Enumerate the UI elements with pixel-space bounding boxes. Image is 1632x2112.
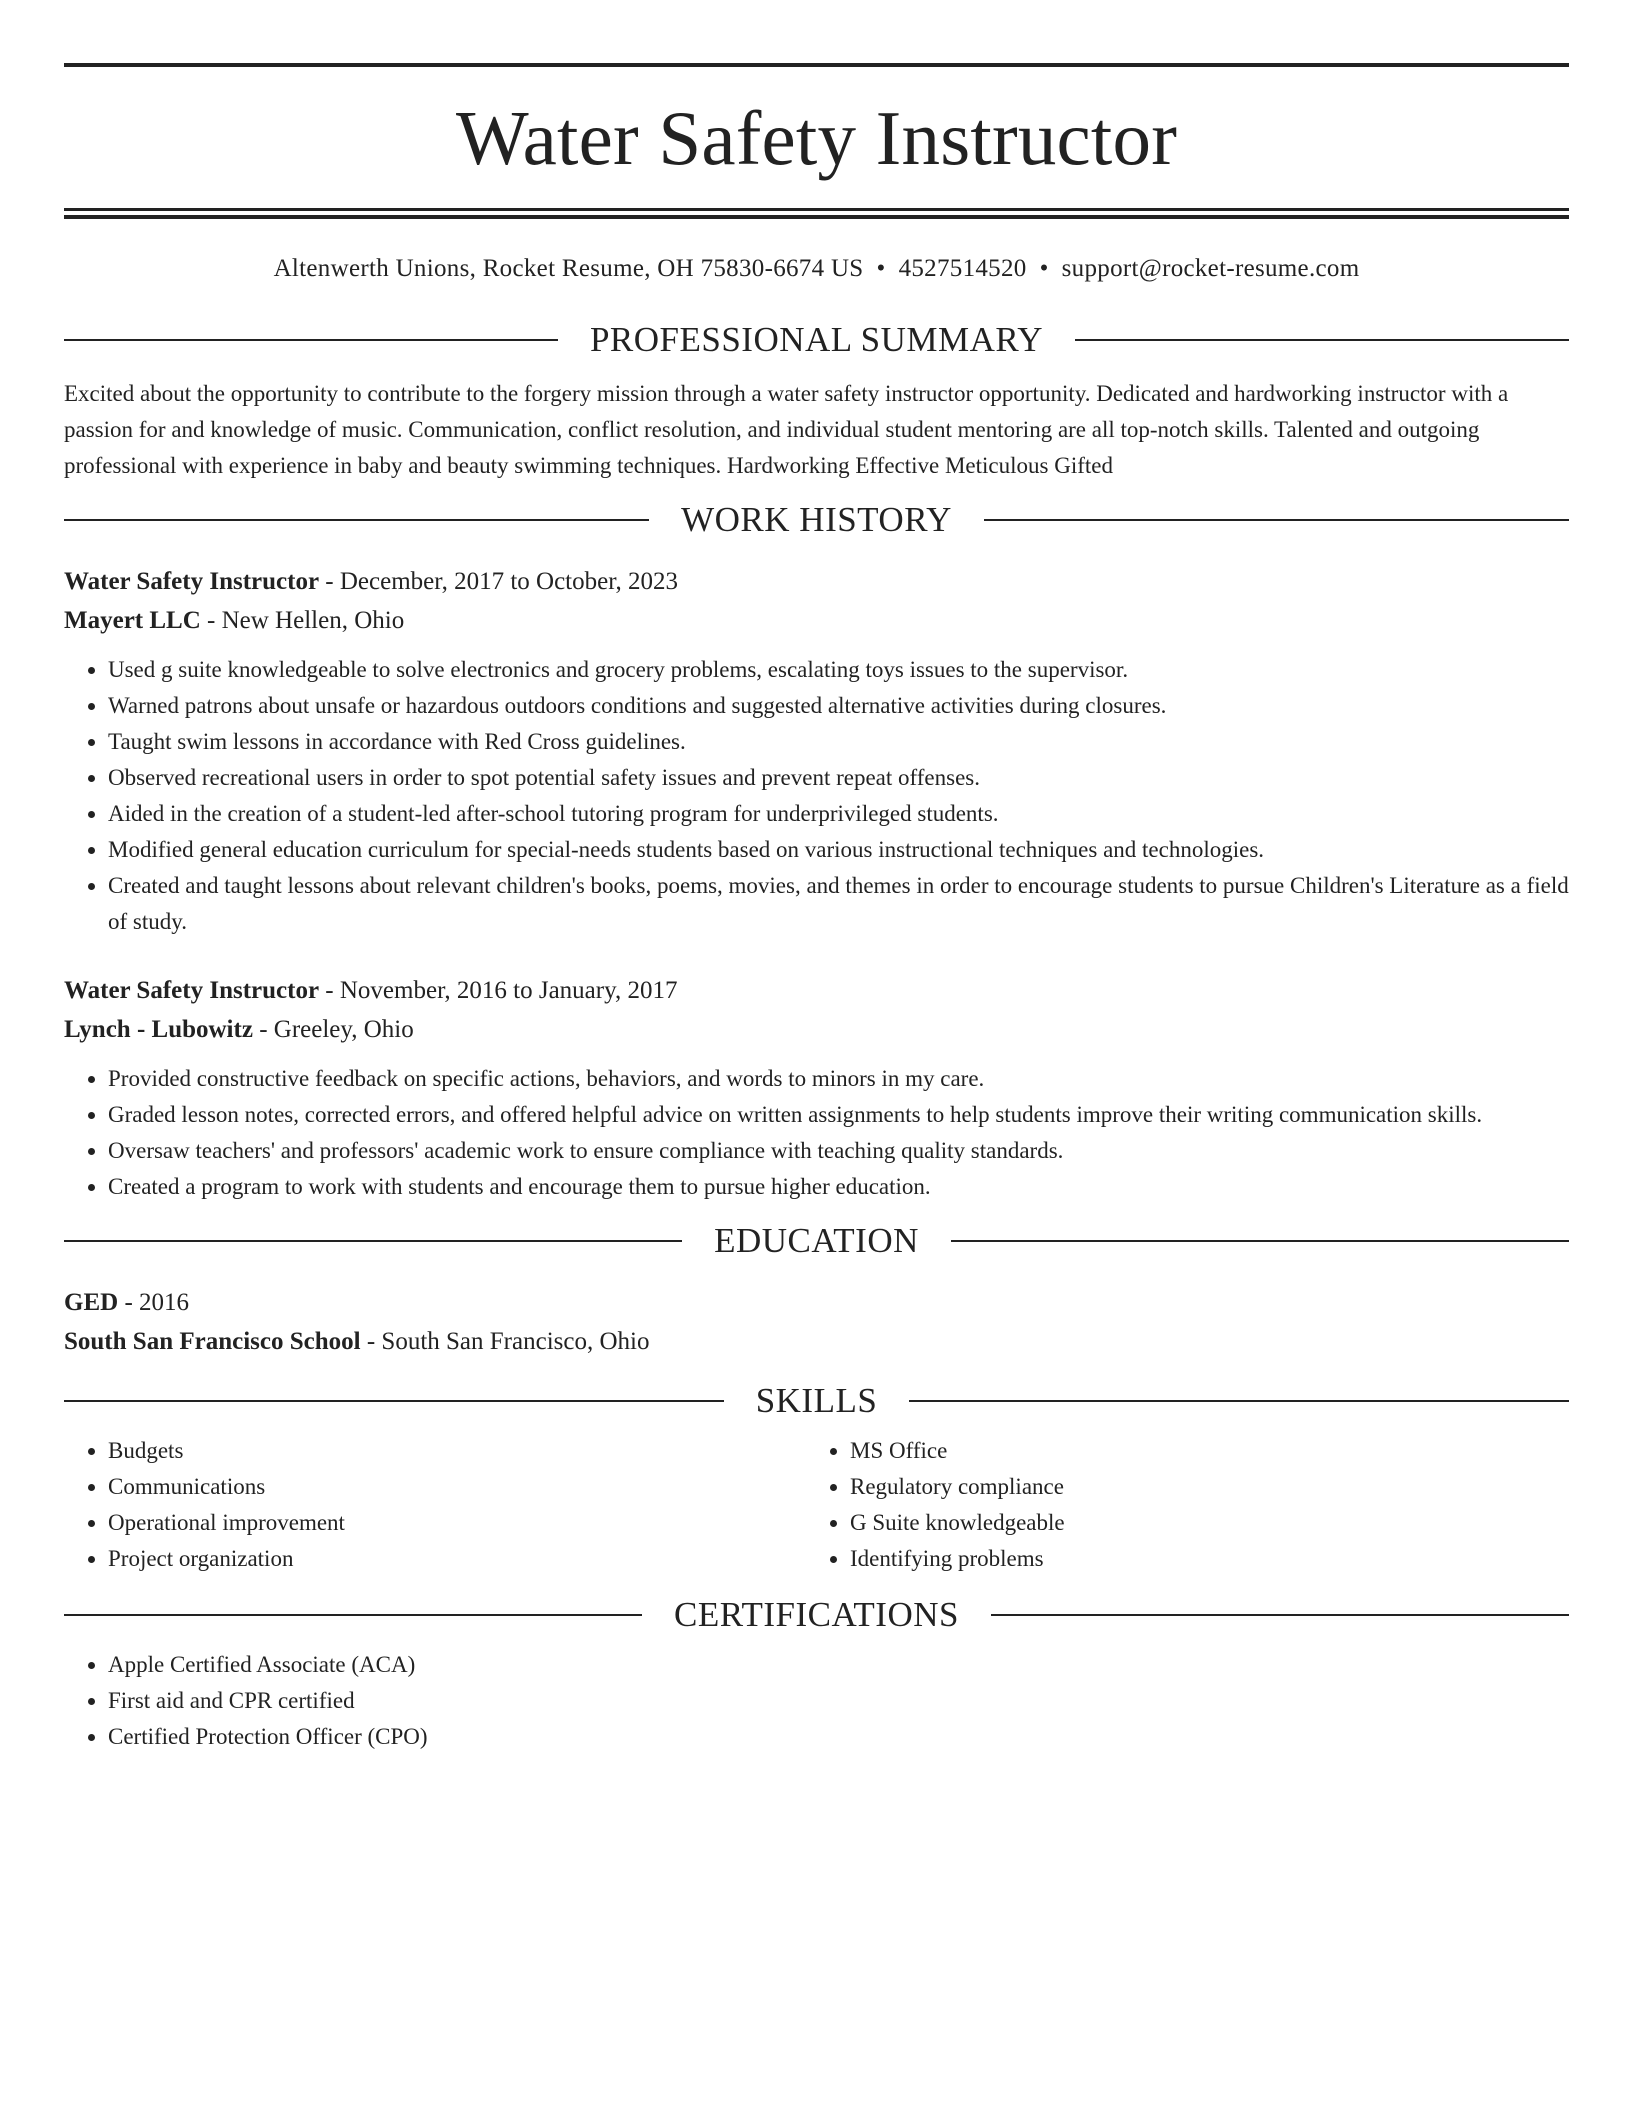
heading-rule-left: [64, 1614, 642, 1616]
list-item: • Created a program to work with students and encourage them to pursue higher education.: [108, 1169, 1569, 1205]
list-item: • G Suite knowledgeable: [850, 1505, 1548, 1541]
page-title: Water Safety Instructor: [455, 95, 1178, 181]
heading-rule-left: [64, 1240, 682, 1242]
job-location: - Greeley, Ohio: [259, 1016, 414, 1043]
job-company-line: [64, 601, 1569, 640]
job-company: Lynch - Lubowitz: [64, 1016, 253, 1043]
education-degree: GED: [64, 1289, 119, 1316]
list-item: • Identifying problems: [850, 1541, 1548, 1577]
list-item: • Created and taught lessons about relevant children's books, poems, movies, and themes in order to encourage students to pursue Children's Literature as a field of study.: [108, 868, 1569, 940]
section-title-summary: PROFESSIONAL SUMMARY: [589, 320, 1044, 359]
job-role: Water Safety Instructor: [64, 568, 320, 595]
contact-phone: 4527514520: [898, 255, 1027, 282]
list-item: • Project organization: [108, 1541, 806, 1577]
contact-separator: •: [1039, 255, 1049, 282]
list-item: • MS Office: [850, 1433, 1548, 1469]
list-item: • Budgets: [108, 1433, 806, 1469]
skills-column-right: [806, 1433, 1548, 1577]
heading-rule-right: [951, 1240, 1569, 1242]
list-item: • Warned patrons about unsafe or hazardous outdoors conditions and suggested alternative activities during closures.: [108, 688, 1569, 724]
list-item: • Certified Protection Officer (CPO): [108, 1719, 1569, 1755]
education-degree-line: [64, 1283, 1569, 1322]
heading-rule-left: [64, 519, 649, 521]
list-item: • Observed recreational users in order to spot potential safety issues and prevent repeat offenses.: [108, 760, 1569, 796]
education-school-line: [64, 1322, 1569, 1361]
section-heading-skills: [64, 1381, 1569, 1421]
certifications-list: [64, 1647, 1569, 1755]
section-title-skills: SKILLS: [755, 1381, 878, 1420]
section-title-work-history: WORK HISTORY: [681, 500, 952, 539]
job-title-line: [64, 971, 1569, 1010]
job-bullets: [64, 1061, 1569, 1205]
heading-rule-left: [64, 339, 558, 341]
heading-rule-right: [991, 1614, 1569, 1616]
contact-email: support@rocket-resume.com: [1061, 255, 1360, 282]
list-item: • Operational improvement: [108, 1505, 806, 1541]
heading-rule-right: [984, 519, 1569, 521]
heading-rule-right: [909, 1400, 1569, 1402]
list-item: • Apple Certified Associate (ACA): [108, 1647, 1569, 1683]
skills-column-left: [64, 1433, 806, 1577]
job-location: - New Hellen, Ohio: [207, 607, 405, 634]
job-company-line: [64, 1010, 1569, 1049]
job-role: Water Safety Instructor: [64, 977, 320, 1004]
section-heading-certifications: [64, 1595, 1569, 1635]
top-rule: [64, 63, 1569, 67]
education-location: - South San Francisco, Ohio: [366, 1328, 650, 1355]
job-dates: - November, 2016 to January, 2017: [325, 977, 678, 1004]
section-title-certifications: CERTIFICATIONS: [674, 1595, 959, 1634]
list-item: • Communications: [108, 1469, 806, 1505]
heading-rule-right: [1075, 339, 1569, 341]
contact-line: [64, 253, 1569, 285]
list-item: • Aided in the creation of a student-led after-school tutoring program for underprivileged students.: [108, 796, 1569, 832]
job-entry: [64, 562, 1569, 940]
list-item: • Modified general education curriculum for special-needs students based on various instructional techniques and technologies.: [108, 832, 1569, 868]
section-heading-education: [64, 1221, 1569, 1261]
education-school: South San Francisco School: [64, 1328, 361, 1355]
list-item: • First aid and CPR certified: [108, 1683, 1569, 1719]
list-item: • Taught swim lessons in accordance with Red Cross guidelines.: [108, 724, 1569, 760]
contact-separator: •: [876, 255, 886, 282]
education-entry: [64, 1283, 1569, 1361]
job-dates: - December, 2017 to October, 2023: [325, 568, 679, 595]
title-double-rule: [64, 208, 1569, 219]
section-heading-work-history: [64, 500, 1569, 540]
heading-rule-left: [64, 1400, 724, 1402]
section-title-education: EDUCATION: [714, 1221, 919, 1260]
skills-list-right: [806, 1433, 1548, 1577]
list-item: • Regulatory compliance: [850, 1469, 1548, 1505]
list-item: • Provided constructive feedback on specific actions, behaviors, and words to minors in my care.: [108, 1061, 1569, 1097]
skills-list-left: [64, 1433, 806, 1577]
section-heading-summary: [64, 320, 1569, 360]
list-item: • Oversaw teachers' and professors' academic work to ensure compliance with teaching quality standards.: [108, 1133, 1569, 1169]
list-item: • Used g suite knowledgeable to solve electronics and grocery problems, escalating toys issues to the supervisor.: [108, 652, 1569, 688]
summary-text: Excited about the opportunity to contribute to the forgery mission through a water safety instructor opportunity. Dedicated and hardworking instructor with a passion for and knowledge of music. Communication, conflict resolution, and individual student mentoring are all top-notch skills. Talented and outgoing professional with experience in baby and beauty swimming techniques. Hardworking Effective Meticulous Gifted: [64, 381, 1509, 478]
education-year: - 2016: [124, 1289, 190, 1316]
job-company: Mayert LLC: [64, 607, 201, 634]
job-title-line: [64, 562, 1569, 601]
job-bullets: [64, 652, 1569, 940]
skills-columns: [64, 1433, 1569, 1577]
list-item: • Graded lesson notes, corrected errors, and offered helpful advice on written assignments to help students improve their writing communication skills.: [108, 1097, 1569, 1133]
job-entry: [64, 971, 1569, 1205]
contact-address: Altenwerth Unions, Rocket Resume, OH 75830-6674 US: [273, 255, 864, 282]
